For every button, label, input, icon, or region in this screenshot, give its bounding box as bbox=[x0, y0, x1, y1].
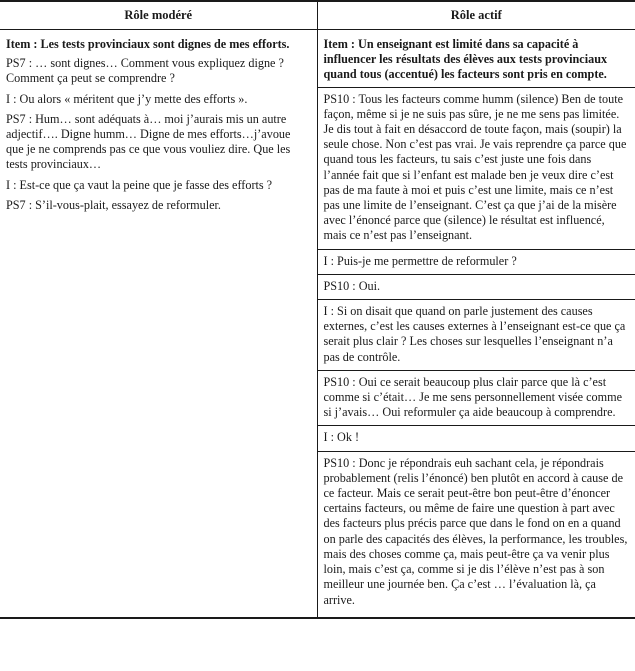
active-turn: PS10 : Tous les facteurs comme humm (silence) Ben de toute façon, même si je ne suis pas sûre, je ne me sens pas limitée. Je dis tout à fait en désaccord de toute façon, mais (soupir) la seule chose. Non c’est pas vrai. Je vais reprendre ça parce que quand tous les facteurs, tu sais c’est juste une fois dans l’année fait que si l’enfant est malade ben je veux dire c’est pas de ma faute à moi et puis c’est une limite, mais ce n’est pas une limite de l’enseignant. C’est ça que j’ai de la misère avec l’énoncé parce que (silence) le résultat est influencé, mais ce n’est pas l’enseignant. bbox=[318, 87, 635, 244]
moderate-item-statement: Item : Les tests provinciaux sont dignes de mes efforts. bbox=[6, 37, 290, 51]
moderate-turn: PS7 : Hum… sont adéquats à… moi j’aurais mis un autre adjectif…. Digne humm… Digne de mes efforts…j’avoue que je ne comprends pas ce que vous vouliez dire. Que les tests provinciaux… bbox=[6, 111, 291, 172]
moderate-turn: I : Est-ce que ça vaut la peine que je fasse des efforts ? bbox=[6, 177, 273, 192]
active-turn: I : Puis-je me permettre de reformuler ? bbox=[318, 249, 635, 269]
active-turn: PS10 : Oui. bbox=[318, 274, 635, 294]
active-turn: I : Si on disait que quand on parle justement des causes externes, c’est les causes externes à l’enseignant est-ce que ça serait plus clair ? Les choses sur lesquelles l’enseignant n’a pas de contrôle. bbox=[318, 299, 635, 365]
active-turn: I : Ok ! bbox=[318, 425, 635, 445]
active-turn: PS10 : Oui ce serait beaucoup plus clair parce que là c’est comme si c’était… Je me sens personnellement visée comme si j’avais… Oui reformuler ça aide beaucoup à comprendre. bbox=[318, 370, 635, 421]
header-moderate-role: Rôle modéré bbox=[0, 1, 317, 30]
moderate-turn: I : Ou alors « méritent que j’y mette des efforts ». bbox=[6, 91, 248, 106]
moderate-turn: PS7 : … sont dignes… Comment vous expliquez digne ? Comment ça peut se comprendre ? bbox=[6, 56, 284, 86]
moderate-cell bbox=[0, 30, 317, 618]
header-row bbox=[0, 1, 635, 30]
header-active-role: Rôle actif bbox=[317, 1, 635, 30]
moderate-turn: PS7 : S’il-vous-plait, essayez de reformuler. bbox=[6, 197, 221, 212]
active-cell bbox=[317, 30, 635, 618]
active-item-statement: Item : Un enseignant est limité dans sa capacité à influencer les résultats des élèves aux tests provinciaux quand tous (accentué) les facteurs sont pris en compte. bbox=[323, 37, 608, 82]
content-row bbox=[0, 30, 635, 618]
active-turn: PS10 : Donc je répondrais euh sachant cela, je répondrais probablement (relis l’énoncé) ben plutôt en accord à cause de ce facteur. Mais ce serait peut-être bon peut-être d’énoncer certains facteurs, ou même de faire une question à part avec des facteurs plus précis parce que dans le fond on en a quand on parle des capacités des élèves, la performance, les troubles, mais des choses comme ça, mais peut-être ça va venir plus loin, mais c’est ça, comme si je dis l’élève n’est pas à son meilleur une journée ben. Ça c’est … l’évaluation là, ça arrive. bbox=[318, 451, 635, 608]
